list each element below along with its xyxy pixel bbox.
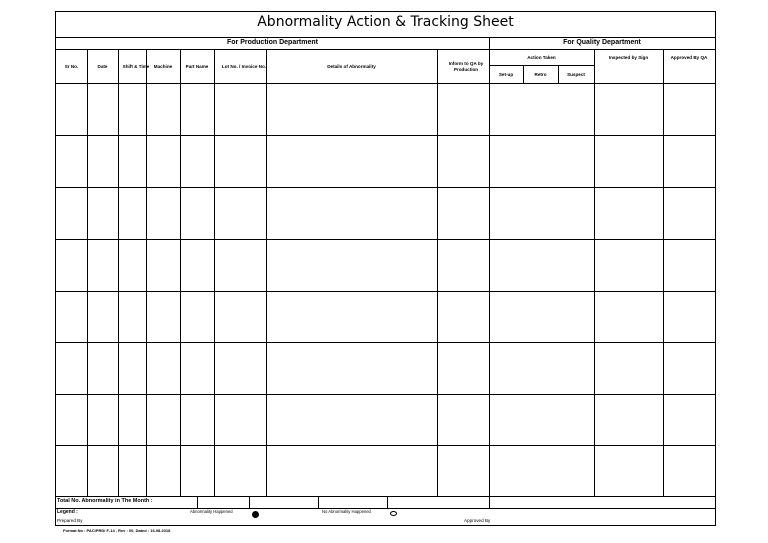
total-cell-line-3 [318,496,319,508]
header-details: Details of Abnormality [327,63,376,69]
col-line-details [266,49,267,496]
header-machine: Machine [153,63,173,69]
quality-section-heading: For Quality Department [563,39,641,46]
col-line-approved [663,49,664,496]
col-line-lot [214,49,215,496]
header-part-name: Part Name [185,63,209,69]
col-line-inform [437,49,438,496]
total-row-top [56,496,715,497]
format-number: Format No : PAC/PRD/ F-14 , Rev : 00, Dated : 16.08.2018 [63,528,171,533]
prepared-by-label: Prepared By [57,518,83,523]
col-line-shift [118,49,119,496]
row-line-7 [56,445,715,446]
total-cell-line-4 [387,496,388,508]
header-lot-no: Lot No. / Invoice No. [221,63,267,69]
total-cell-line-1 [197,496,198,508]
title-divider [56,37,715,38]
header-bottom-line [56,83,715,84]
header-retro: Retro [534,71,547,77]
row-line-4 [56,291,715,292]
legend-row-top [56,508,715,509]
production-section-heading: For Production Department [226,39,318,46]
col-line-part [180,49,181,496]
row-line-1 [56,135,715,136]
row-line-2 [56,187,715,188]
header-action-taken: Action Taken [527,54,556,60]
header-date: Date [97,63,108,69]
department-divider [489,37,490,508]
row-line-5 [56,342,715,343]
total-cell-line-2 [249,496,250,508]
legend-no-abnormality: No Abnormality Happened [322,509,371,514]
filled-circle-icon [252,511,259,518]
abnormality-sheet [55,11,716,526]
header-setup: Set-up [498,71,514,77]
total-abnormality-label: Total No. Abnormality in The Month : [57,498,153,504]
row-line-6 [56,394,715,395]
header-suspect: Suspect [567,71,585,77]
header-approved-by-qa: Approved By QA [670,54,708,60]
col-line-inspected [594,49,595,496]
header-inspected-by: Inspected by Sign [608,54,649,60]
col-line-date [87,49,88,496]
legend-label: Legend : [57,509,78,515]
header-inform-qa: Inform to QA by Production [448,61,484,72]
col-line-machine [146,49,147,496]
empty-circle-icon [390,511,397,516]
sheet-title: Abnormality Action & Tracking Sheet [257,14,514,30]
approved-by-label: Approved By [464,518,491,523]
header-shift-time: Shift & Time [122,63,150,69]
legend-abnormality-happened: Abnormality Happened [190,509,233,514]
header-sr-no: Sr No. [64,63,79,69]
row-line-3 [56,239,715,240]
